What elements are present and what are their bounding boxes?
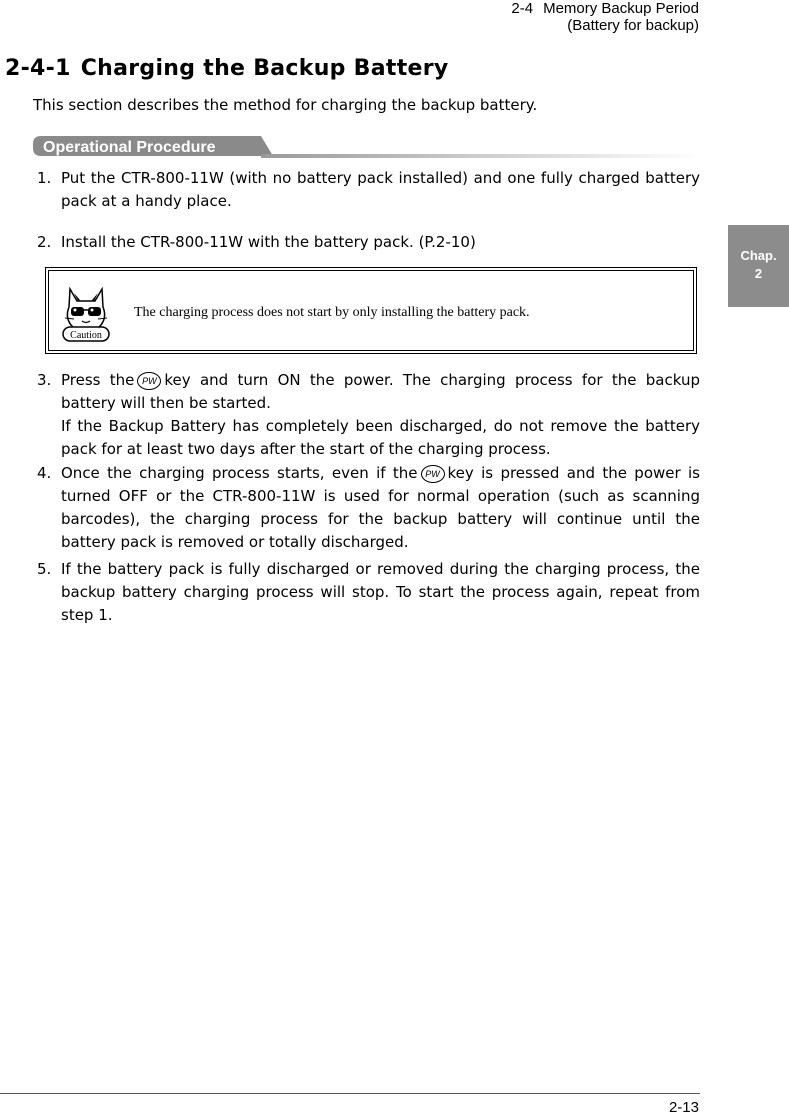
pw-key-icon: PW xyxy=(137,372,161,390)
step-number: 5. xyxy=(37,560,52,578)
step-number: 3. xyxy=(37,371,52,389)
page-number: 2-13 xyxy=(668,1099,699,1116)
section-title xyxy=(5,56,449,81)
step-text-part: Press the xyxy=(61,371,135,389)
header-section-number: 2-4 xyxy=(511,0,534,17)
header-section-subtitle: (Battery for backup) xyxy=(567,17,699,34)
caution-text: The charging process does not start by only installing the battery pack. xyxy=(134,305,530,320)
step-3 xyxy=(37,369,700,461)
caution-icon-label: Caution xyxy=(70,330,102,341)
section-title-number: 2-4-1 xyxy=(5,56,71,81)
step-text-part: key is pressed and the power is turned OFF or the CTR-800-11W is used for normal operation (such as scanning barcodes), the charging process for the backup battery will continue until the battery pack is removed or totally discharged. xyxy=(61,464,700,551)
chapter-tab xyxy=(728,225,789,307)
step-note: If the Backup Battery has completely been discharged, do not remove the battery pack for at least two days after the start of the charging process. xyxy=(61,417,700,458)
step-number: 1. xyxy=(37,169,52,187)
caution-box xyxy=(45,267,697,354)
step-4 xyxy=(37,462,700,554)
procedure-banner xyxy=(33,136,699,161)
footer-divider xyxy=(0,1093,700,1094)
step-text xyxy=(61,462,700,554)
procedure-label: Operational Procedure xyxy=(43,139,216,156)
header-section xyxy=(511,0,699,17)
pw-key-icon: PW xyxy=(421,465,445,483)
caution-cat-icon xyxy=(61,281,111,343)
step-text xyxy=(61,369,700,461)
step-number: 4. xyxy=(37,464,52,482)
step-text: Install the CTR-800-11W with the battery pack. (P.2-10) xyxy=(61,233,476,251)
step-2 xyxy=(37,231,700,254)
chapter-tab-label: Chap. xyxy=(740,248,777,263)
step-1 xyxy=(37,167,700,213)
caution-box-inner xyxy=(48,270,694,351)
chapter-tab-number: 2 xyxy=(754,266,763,281)
step-text: Put the CTR-800-11W (with no battery pack installed) and one fully charged battery pack at a handy place. xyxy=(61,169,700,210)
page-header xyxy=(511,0,699,34)
step-text: If the battery pack is fully discharged or removed during the charging process, the backup battery charging process will stop. To start the process again, repeat from step 1. xyxy=(61,560,700,624)
step-text-part: Once the charging process starts, even if the xyxy=(61,464,418,482)
step-text-part: key and turn ON the power. The charging process for the backup battery will then be started. xyxy=(61,371,700,412)
step-5 xyxy=(37,558,700,627)
intro-text: This section describes the method for charging the backup battery. xyxy=(33,96,538,114)
section-title-text: Charging the Backup Battery xyxy=(80,56,449,81)
step-number: 2. xyxy=(37,233,52,251)
header-section-title: Memory Backup Period xyxy=(543,0,699,17)
